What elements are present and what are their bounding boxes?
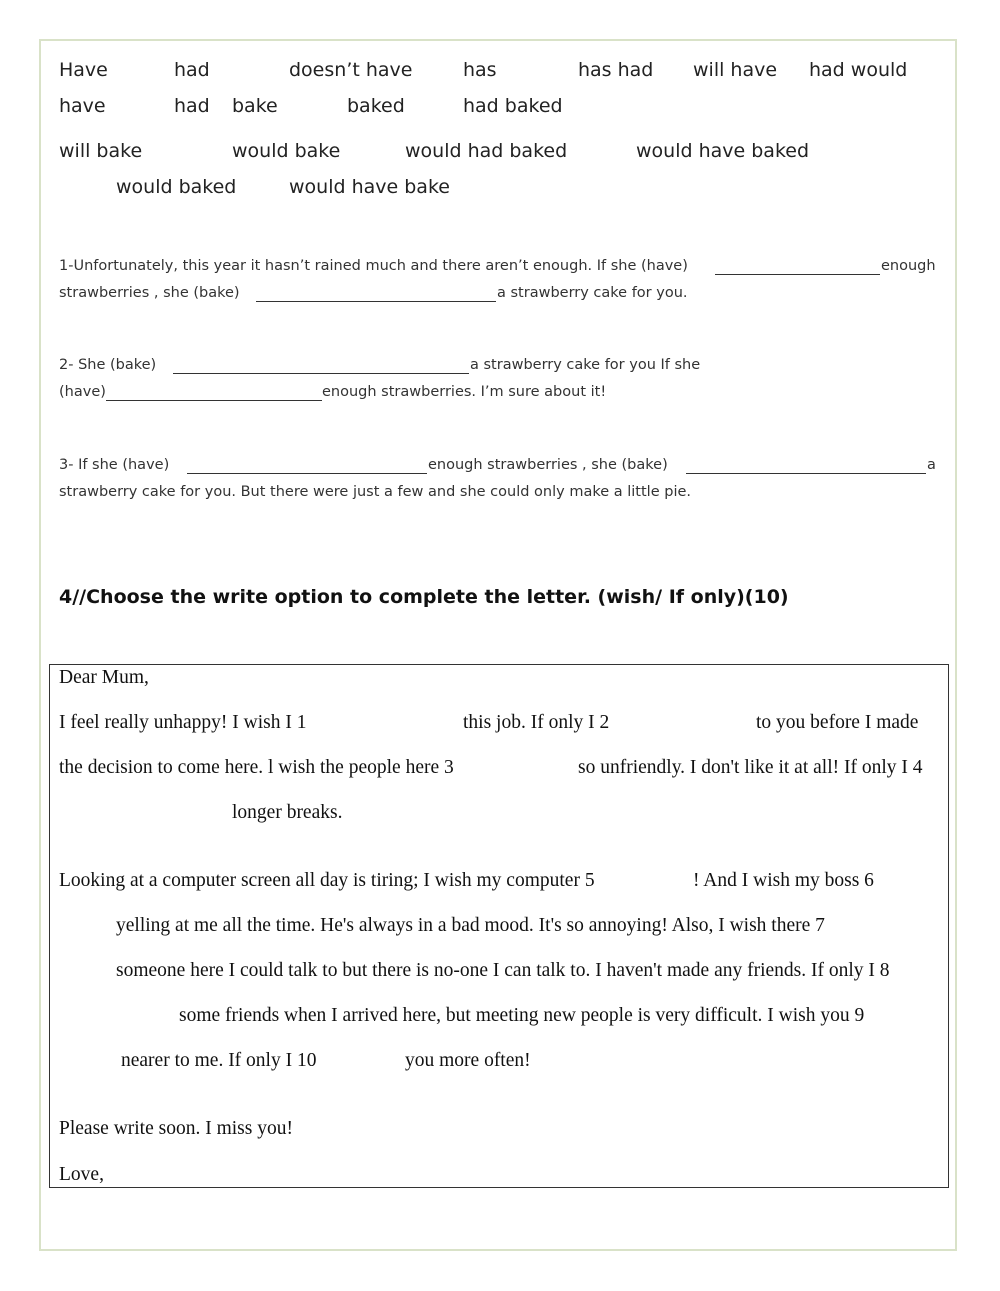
word-option: will have [693, 59, 778, 81]
word-option: Have [59, 59, 108, 81]
letter-line: some friends when I arrived here, but meeting new people is very difficult. I wish you 9 [179, 1005, 865, 1026]
question-text: strawberry cake for you. But there were just a few and she could only make a little pie. [59, 484, 691, 500]
word-option: would have baked [636, 140, 810, 162]
letter-line: the decision to come here. l wish the people here 3 [59, 757, 454, 778]
word-option: has [463, 59, 497, 81]
question-text: enough [881, 258, 936, 274]
letter-line: Looking at a computer screen all day is tiring; I wish my computer 5 [59, 870, 595, 891]
word-option: have [59, 95, 106, 117]
letter-line: so unfriendly. I don't like it at all! If only I 4 [578, 757, 923, 778]
question-text: 1-Unfortunately, this year it hasn’t rained much and there aren’t enough. If she (have) [59, 258, 688, 274]
question-text: strawberries , she (bake) [59, 285, 240, 301]
word-option: had baked [463, 95, 563, 117]
letter-closing: Please write soon. I miss you! [59, 1118, 293, 1139]
answer-blank[interactable] [173, 372, 469, 374]
word-option: would bake [232, 140, 341, 162]
answer-blank[interactable] [106, 399, 322, 401]
word-option: bake [232, 95, 278, 117]
question-text: a strawberry cake for you. [497, 285, 688, 301]
letter-line: someone here I could talk to but there is no-one I can talk to. I haven't made any friends. If only I 8 [116, 960, 890, 981]
word-option: baked [347, 95, 405, 117]
word-option: has had [578, 59, 654, 81]
letter-signoff: Love, [59, 1164, 104, 1185]
answer-blank[interactable] [715, 273, 880, 275]
question-text: a strawberry cake for you If she [470, 357, 701, 373]
section-heading: 4//Choose the write option to complete the letter. (wish/ If only)(10) [59, 586, 789, 608]
word-option: had [174, 95, 210, 117]
letter-line: to you before I made [756, 712, 919, 733]
word-option: had [174, 59, 210, 81]
letter-line: nearer to me. If only I 10 [121, 1050, 317, 1071]
word-option: would had baked [405, 140, 568, 162]
word-option: will bake [59, 140, 143, 162]
letter-salutation: Dear Mum, [59, 667, 149, 688]
question-text: 3- If she (have) [59, 457, 170, 473]
letter-line: this job. If only I 2 [463, 712, 610, 733]
word-option: would baked [116, 176, 237, 198]
question-text: a [927, 457, 936, 473]
word-option: would have bake [289, 176, 450, 198]
question-text: 2- She (bake) [59, 357, 157, 373]
answer-blank[interactable] [686, 472, 926, 474]
letter-line: yelling at me all the time. He's always in a bad mood. It's so annoying! Also, I wish there 7 [116, 915, 825, 936]
question-text: (have) [59, 384, 106, 400]
word-option: doesn’t have [289, 59, 413, 81]
letter-line: I feel really unhappy! I wish I 1 [59, 712, 307, 733]
question-text: enough strawberries. I’m sure about it! [322, 384, 607, 400]
answer-blank[interactable] [256, 300, 496, 302]
answer-blank[interactable] [187, 472, 427, 474]
letter-line: longer breaks. [232, 802, 343, 823]
letter-line: you more often! [405, 1050, 531, 1071]
letter-line: ! And I wish my boss 6 [693, 870, 874, 891]
word-option: had would [809, 59, 908, 81]
question-text: enough strawberries , she (bake) [428, 457, 668, 473]
